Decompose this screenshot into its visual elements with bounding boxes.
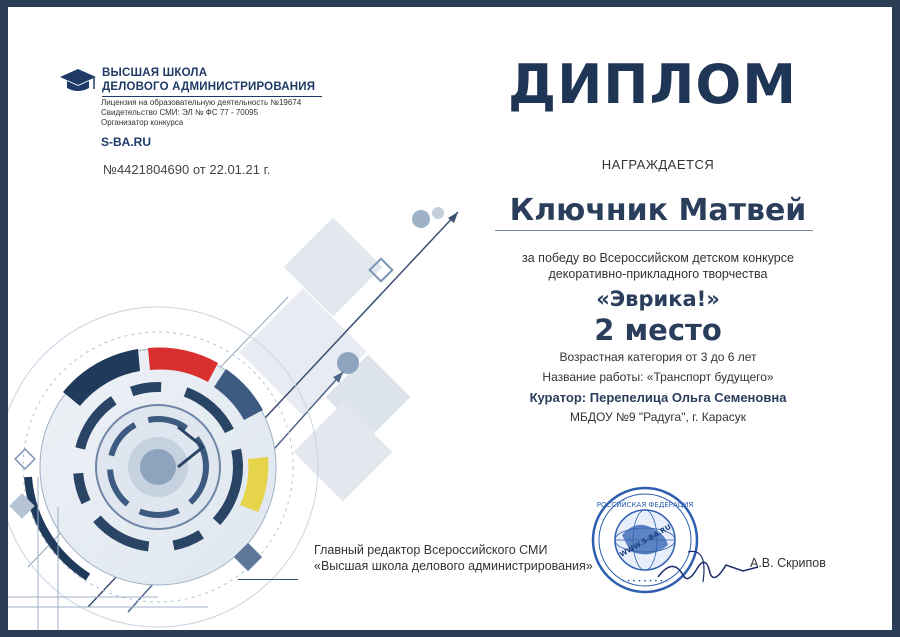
graduation-cap-icon (58, 67, 98, 95)
work-title: Название работы: «Транспорт будущего» (542, 370, 774, 384)
organizer-label: Организатор конкурса (101, 118, 184, 127)
recipient-name: Ключник Матвей (509, 193, 807, 228)
editor-credit-line1: Главный редактор Всероссийского СМИ (314, 543, 548, 557)
license-text: Лицензия на образовательную деятельность №19674 (101, 98, 302, 107)
seal-text-center: WWW.S-BA.RU (618, 522, 673, 559)
age-category: Возрастная категория от 3 до 6 лет (559, 350, 757, 364)
signer-name: А.В. Скрипов (750, 556, 826, 570)
institution-name: МБДОУ №9 "Радуга", г. Карасук (569, 410, 746, 424)
seal-text-outer: РОССИЙСКАЯ ФЕДЕРАЦИЯ (596, 501, 694, 509)
diploma-number: №4421804690 от 22.01.21 г. (103, 162, 271, 177)
media-certificate-text: Свидетельство СМИ: ЭЛ № ФС 77 - 70095 (101, 108, 259, 117)
description-line2: декоративно-прикладного творчества (548, 267, 768, 281)
place-label: 2 место (594, 313, 722, 347)
organization-name-line1: ВЫСШАЯ ШКОЛА (102, 67, 208, 79)
svg-text:• • • • • • • • •: • • • • • • • • • (621, 578, 669, 585)
diploma-title: ДИПЛОМ (508, 53, 797, 116)
organization-name-line2: ДЕЛОВОГО АДМИНИСТРИРОВАНИЯ (102, 81, 316, 93)
award-label: НАГРАЖДАЕТСЯ (601, 157, 715, 172)
logo-divider (102, 96, 322, 97)
description-line1: за победу во Всероссийском детском конкурсе (522, 251, 794, 265)
diploma-paper (8, 7, 892, 630)
editor-credit-line2: «Высшая школа делового администрирования» (314, 559, 593, 573)
editor-credit (314, 542, 593, 574)
organization-site: S-BA.RU (101, 135, 151, 149)
recipient-underline (495, 230, 813, 231)
contest-name: «Эврика!» (596, 287, 720, 311)
curator-name: Куратор: Перепелица Ольга Семеновна (529, 390, 787, 405)
